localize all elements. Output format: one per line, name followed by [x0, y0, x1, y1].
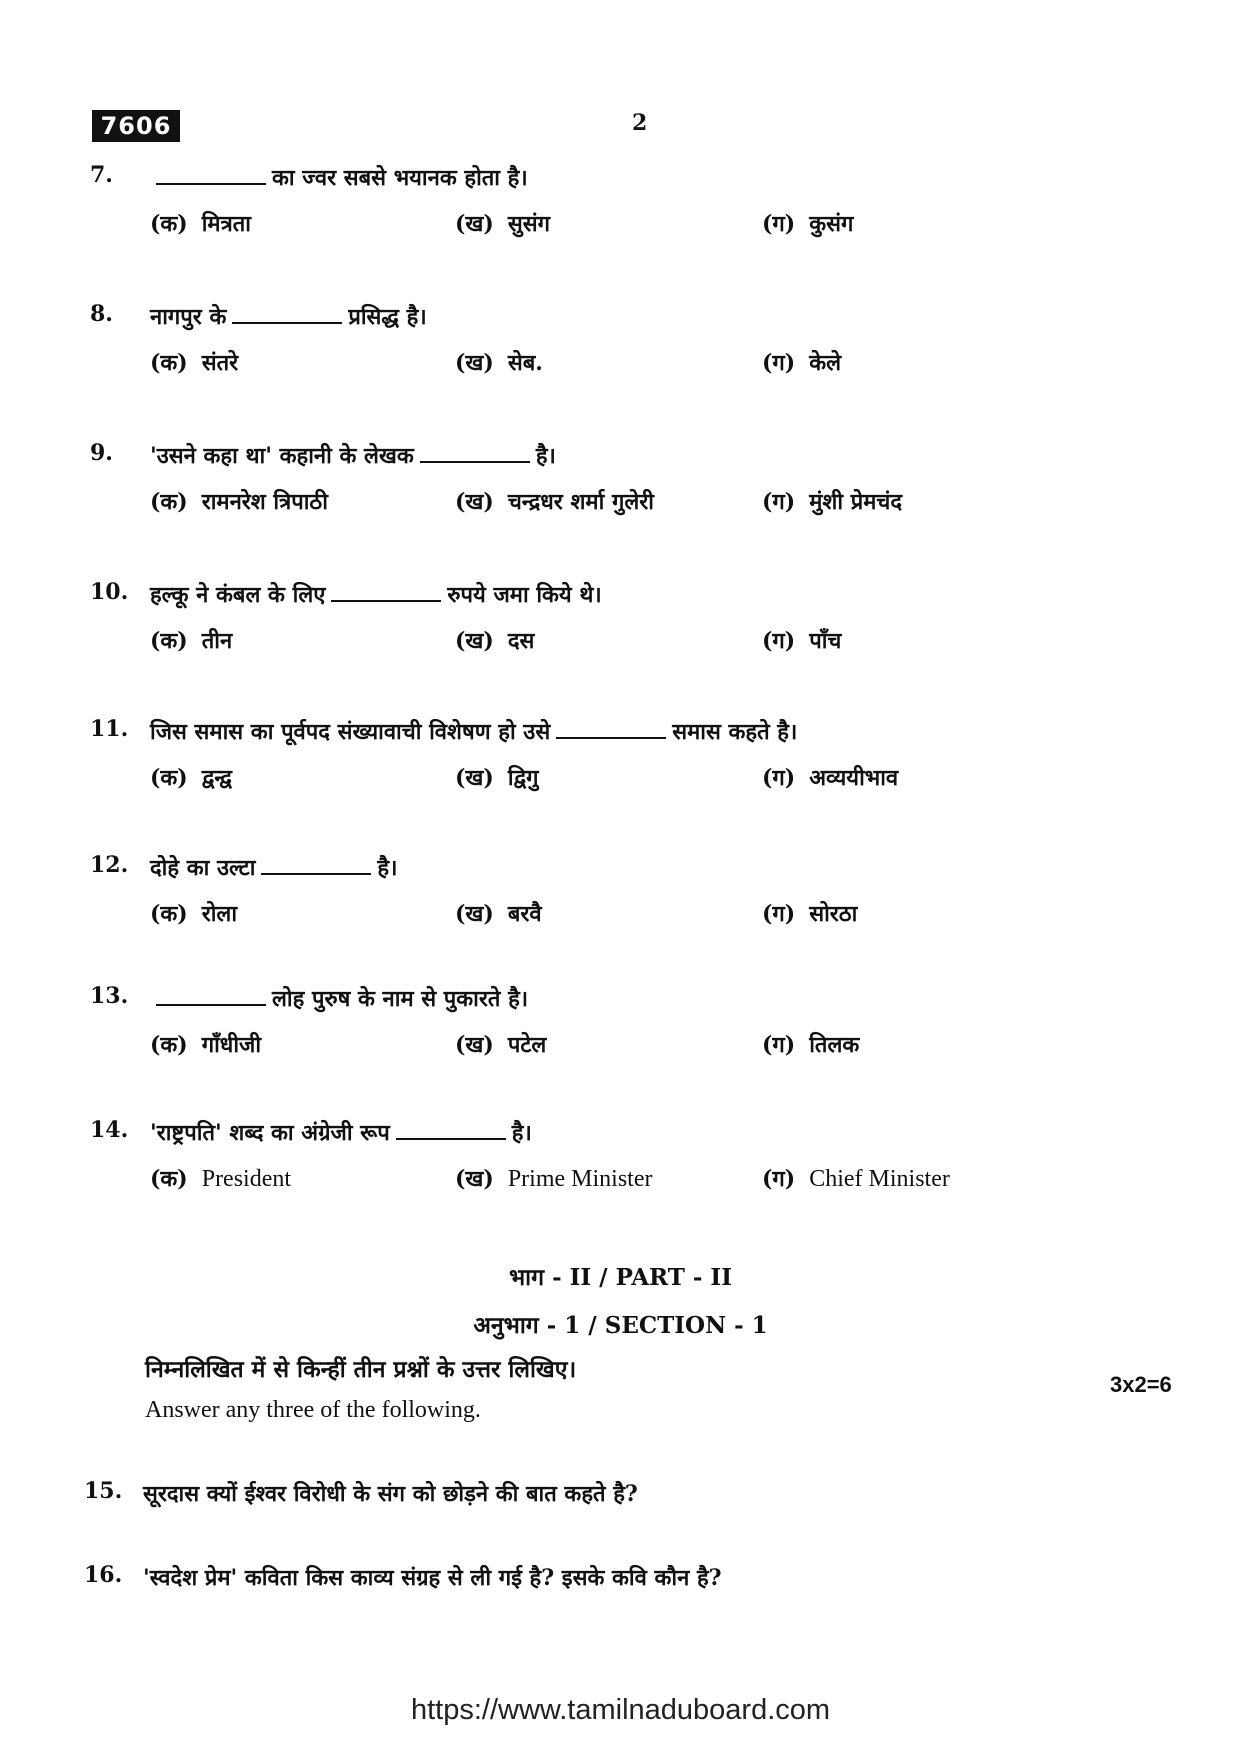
- option-a: (क) रामनरेश त्रिपाठी: [150, 489, 328, 515]
- option-a: (क) संतरे: [150, 350, 239, 376]
- option-b: (ख) सुसंग: [455, 211, 550, 237]
- answer-blank: [261, 855, 371, 875]
- question-text: 'उसने कहा था' कहानी के लेखक है।: [150, 443, 556, 469]
- question-number: 15.: [84, 1478, 123, 1504]
- option-b: (ख) सेब.: [455, 350, 543, 376]
- question-text: 'स्वदेश प्रेम' कविता किस काव्य संग्रह से ली गई है? इसके कवि कौन है?: [143, 1565, 722, 1591]
- option-c: (ग) तिलक: [762, 1032, 860, 1058]
- question-number: 11.: [90, 716, 129, 742]
- option-a: (क) गाँधीजी: [150, 1032, 262, 1058]
- question-number: 13.: [90, 983, 129, 1009]
- question-number: 14.: [90, 1117, 129, 1143]
- part-title: भाग - II / PART - II: [509, 1264, 732, 1291]
- instruction-hindi: निम्नलिखित में से किन्हीं तीन प्रश्नों के उत्तर लिखिए।: [145, 1356, 577, 1383]
- option-a: (क) President: [150, 1166, 292, 1192]
- answer-blank: [396, 1120, 506, 1140]
- footer-url: https://www.tamilnaduboard.com: [410, 1694, 831, 1726]
- question-number: 7.: [90, 162, 113, 188]
- option-b: (ख) दस: [455, 628, 535, 654]
- option-c: (ग) केले: [762, 350, 842, 376]
- question-text: सूरदास क्यों ईश्वर विरोधी के संग को छोड़ने की बात कहते है?: [143, 1481, 638, 1507]
- page-number: 2: [632, 110, 648, 136]
- option-b: (ख) Prime Minister: [455, 1166, 653, 1192]
- question-text: हल्कू ने कंबल के लिए रुपये जमा किये थे।: [150, 582, 602, 608]
- question-number: 9.: [90, 440, 113, 466]
- question-number: 16.: [84, 1562, 123, 1588]
- question-text: 'राष्ट्रपति' शब्द का अंग्रेजी रूप है।: [150, 1120, 532, 1146]
- option-a: (क) रोला: [150, 901, 238, 927]
- option-c: (ग) Chief Minister: [762, 1166, 950, 1192]
- option-c: (ग) कुसंग: [762, 211, 854, 237]
- option-a: (क) द्वन्द्व: [150, 765, 232, 791]
- option-c: (ग) मुंशी प्रेमचंद: [762, 489, 903, 515]
- answer-blank: [331, 582, 441, 602]
- option-c: (ग) पाँच: [762, 628, 842, 654]
- option-b: (ख) बरवै: [455, 901, 542, 927]
- option-b: (ख) चन्द्रधर शर्मा गुलेरी: [455, 489, 654, 515]
- question-number: 10.: [90, 579, 129, 605]
- question-text: जिस समास का पूर्वपद संख्यावाची विशेषण हो उसे समास कहते है।: [150, 719, 798, 745]
- question-text: दोहे का उल्टा है।: [150, 855, 398, 881]
- answer-blank: [420, 443, 530, 463]
- exam-code-badge: 7606: [92, 110, 180, 142]
- question-number: 8.: [90, 301, 113, 327]
- marks-allocation: 3x2=6: [1110, 1372, 1172, 1397]
- question-text: का ज्वर सबसे भयानक होता है।: [150, 162, 528, 192]
- answer-blank: [156, 986, 266, 1006]
- option-c: (ग) अव्ययीभाव: [762, 765, 899, 791]
- question-text: नागपुर के प्रसिद्ध है।: [150, 304, 427, 330]
- option-b: (ख) पटेल: [455, 1032, 547, 1058]
- answer-blank: [156, 165, 266, 185]
- question-number: 12.: [90, 852, 129, 878]
- instruction-english: Answer any three of the following.: [145, 1397, 481, 1423]
- option-a: (क) मित्रता: [150, 211, 251, 237]
- answer-blank: [556, 719, 666, 739]
- option-b: (ख) द्विगु: [455, 765, 539, 791]
- section-title: अनुभाग - 1 / SECTION - 1: [473, 1312, 768, 1339]
- option-a: (क) तीन: [150, 628, 233, 654]
- answer-blank: [232, 304, 342, 324]
- option-c: (ग) सोरठा: [762, 901, 858, 927]
- question-text: लोह पुरुष के नाम से पुकारते है।: [150, 983, 528, 1013]
